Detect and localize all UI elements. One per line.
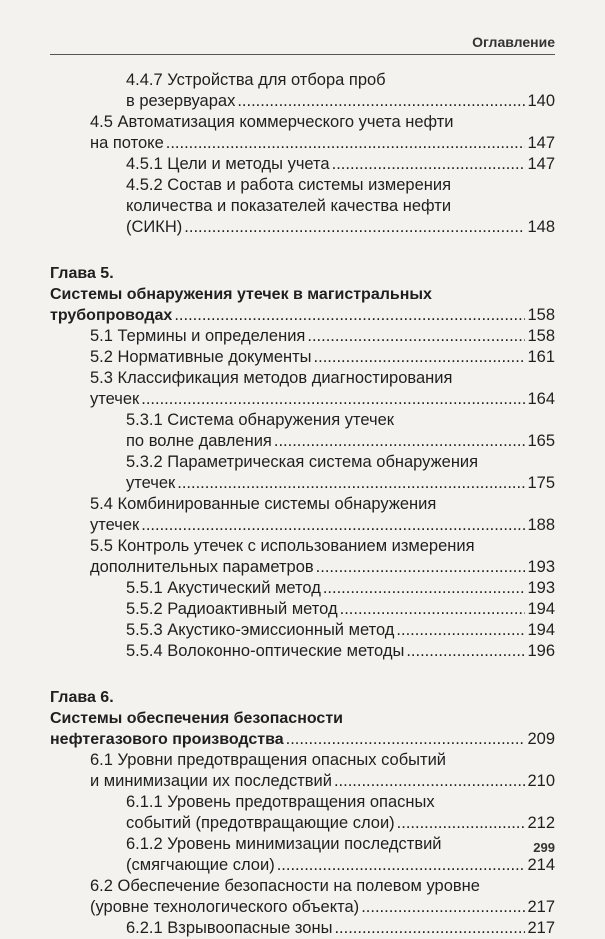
- leader-dots: [286, 729, 526, 750]
- toc-text: 6.2.1 Взрывоопасные зоны: [126, 919, 333, 937]
- toc-text: и минимизации их последствий: [90, 772, 332, 790]
- toc-page: 193: [527, 579, 555, 597]
- toc-page: 214: [527, 856, 555, 874]
- toc-text: на потоке: [90, 134, 164, 152]
- toc-text: утечек: [90, 390, 140, 408]
- toc-text: 6.1.1 Уровень предотвращения опасных: [126, 793, 435, 811]
- toc-page: 193: [527, 558, 555, 576]
- leader-dots: [307, 326, 525, 347]
- leader-dots: [323, 578, 526, 599]
- toc-entry-6-1-2[interactable]: [126, 855, 555, 876]
- toc-page: 194: [527, 600, 555, 618]
- toc-text: утечек: [90, 516, 140, 534]
- toc-entry-6-2[interactable]: [90, 897, 555, 918]
- toc-text: в резервуарах: [126, 92, 236, 110]
- toc-text: 5.2 Нормативные документы: [90, 348, 312, 366]
- spacer: [50, 662, 555, 677]
- toc-text: событий (предотвращающие слои): [126, 814, 395, 832]
- toc-entry-5-5[interactable]: [90, 557, 555, 578]
- toc-text: дополнительных параметров: [90, 558, 314, 576]
- toc-page: 158: [527, 327, 555, 345]
- leader-dots: [334, 771, 526, 792]
- toc-entry-4-5-1[interactable]: [126, 154, 555, 175]
- toc-entry-5-1[interactable]: [90, 326, 555, 347]
- toc-entry-4-5-2[interactable]: [126, 217, 555, 238]
- toc-text: 6.1 Уровни предотвращения опасных событий: [90, 751, 447, 769]
- toc-page: 140: [527, 92, 555, 110]
- toc-entry-6-1[interactable]: [90, 771, 555, 792]
- toc-entry-5-5-2[interactable]: [126, 599, 555, 620]
- toc-entry-5-3-2[interactable]: [126, 473, 555, 494]
- toc-entry-4-5[interactable]: [90, 133, 555, 154]
- toc-text: количества и показателей качества нефти: [126, 197, 452, 215]
- toc-entry-chapter-5[interactable]: [50, 305, 555, 326]
- toc-page: 147: [527, 134, 555, 152]
- leader-dots: [174, 305, 525, 326]
- toc-text: 5.5.3 Акустико-эмиссионный метод: [126, 621, 395, 639]
- toc-page: 210: [527, 772, 555, 790]
- leader-dots: [141, 515, 525, 536]
- toc-page: 175: [527, 474, 555, 492]
- running-header: [50, 34, 555, 55]
- toc-text: 5.3.2 Параметрическая система обнаружения: [126, 453, 479, 471]
- toc-text: 5.5.1 Акустический метод: [126, 579, 321, 597]
- leader-dots: [184, 217, 525, 238]
- chapter-label: Глава 6.: [50, 689, 114, 706]
- toc-page: 147: [527, 155, 555, 173]
- toc-page: 158: [527, 306, 555, 324]
- toc-page: 217: [527, 919, 555, 937]
- chapter-title: Системы обнаружения утечек в магистральных: [50, 286, 432, 303]
- leader-dots: [314, 347, 526, 368]
- leader-dots: [334, 918, 525, 939]
- toc-page: 217: [527, 898, 555, 916]
- leader-dots: [316, 557, 526, 578]
- toc-text: 5.3 Классификация методов диагностирования: [90, 369, 453, 387]
- toc-page: 212: [527, 814, 555, 832]
- toc-page: 188: [527, 516, 555, 534]
- toc-entry-5-2[interactable]: [90, 347, 555, 368]
- toc-text: 4.4.7 Устройства для отбора проб: [126, 71, 386, 89]
- leader-dots: [406, 641, 525, 662]
- toc-entry-5-5-4[interactable]: [126, 641, 555, 662]
- chapter-label: Глава 5.: [50, 265, 114, 282]
- leader-dots: [237, 91, 525, 112]
- toc-text: 5.5 Контроль утечек с использованием измерения: [90, 537, 475, 555]
- toc-entry-5-3[interactable]: [90, 389, 555, 410]
- header-title: Оглавление: [472, 34, 555, 50]
- toc-page: 148: [527, 218, 555, 236]
- toc-text: 4.5.1 Цели и методы учета: [126, 155, 330, 173]
- toc-text: 5.5.2 Радиоактивный метод: [126, 600, 338, 618]
- toc-text: (СИКН): [126, 218, 183, 236]
- leader-dots: [340, 599, 526, 620]
- leader-dots: [274, 431, 526, 452]
- toc-page: 209: [527, 730, 555, 748]
- leader-dots: [332, 154, 526, 175]
- toc-text: 6.1.2 Уровень минимизации последствий: [126, 835, 442, 853]
- toc-page: 164: [527, 390, 555, 408]
- table-of-contents: [50, 70, 555, 939]
- toc-entry-5-5-1[interactable]: [126, 578, 555, 599]
- toc-text: 5.1 Термины и определения: [90, 327, 306, 345]
- toc-text: 4.5.2 Состав и работа системы измерения: [126, 176, 452, 194]
- toc-text: 5.4 Комбинированные системы обнаружения: [90, 495, 437, 513]
- toc-entry-chapter-6[interactable]: [50, 729, 555, 750]
- toc-entry-6-1-1[interactable]: [126, 813, 555, 834]
- toc-text: 5.3.1 Система обнаружения утечек: [126, 411, 394, 429]
- toc-text: по волне давления: [126, 432, 272, 450]
- chapter-title: Системы обеспечения безопасности: [50, 710, 343, 727]
- leader-dots: [141, 389, 525, 410]
- leader-dots: [177, 473, 525, 494]
- toc-page: 194: [527, 621, 555, 639]
- toc-entry-5-5-3[interactable]: [126, 620, 555, 641]
- leader-dots: [277, 855, 526, 876]
- toc-text: утечек: [126, 474, 176, 492]
- toc-entry-5-4[interactable]: [90, 515, 555, 536]
- leader-dots: [166, 133, 526, 154]
- toc-page: 165: [527, 432, 555, 450]
- leader-dots: [361, 897, 525, 918]
- toc-text: 4.5 Автоматизация коммерческого учета нефти: [90, 113, 454, 131]
- toc-text: (смягчающие слои): [126, 856, 275, 874]
- toc-entry-5-3-1[interactable]: [126, 431, 555, 452]
- leader-dots: [396, 620, 525, 641]
- toc-text: 6.2 Обеспечение безопасности на полевом уровне: [90, 877, 480, 895]
- toc-entry-6-2-1[interactable]: [126, 918, 555, 939]
- toc-page: 196: [527, 642, 555, 660]
- toc-entry-4-4-7[interactable]: [126, 91, 555, 112]
- toc-page: 161: [527, 348, 555, 366]
- toc-text: 5.5.4 Волоконно-оптические методы: [126, 642, 405, 660]
- spacer: [50, 238, 555, 253]
- chapter-title: трубопроводах: [50, 307, 173, 324]
- toc-text: (уровне технологического объекта): [90, 898, 360, 916]
- page-number: 299: [533, 840, 555, 855]
- chapter-title: нефтегазового производства: [50, 731, 284, 748]
- leader-dots: [397, 813, 526, 834]
